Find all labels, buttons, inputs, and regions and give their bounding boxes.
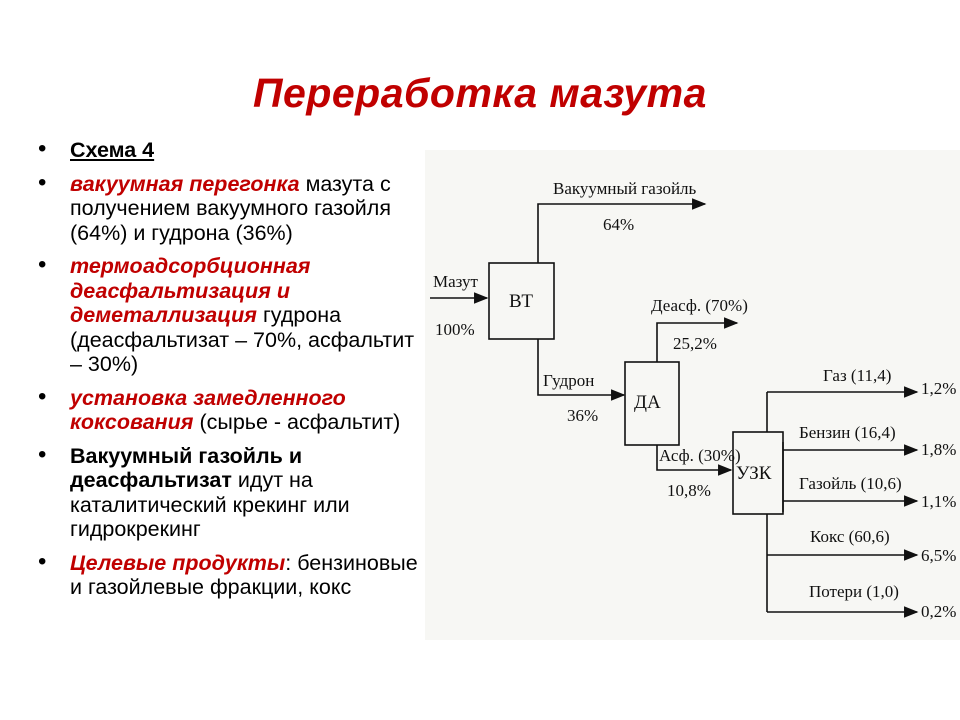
product-value: 1,1% <box>921 492 957 511</box>
product-label: Потери (1,0) <box>809 582 899 601</box>
bullet-item <box>38 168 428 246</box>
bullet-item <box>38 440 428 542</box>
bullet-text: идут на каталитический крекинг или гидрокрекинг <box>70 468 350 541</box>
product-value: 1,2% <box>921 379 957 398</box>
tar-label: Гудрон <box>543 371 595 390</box>
product-label: Кокс (60,6) <box>810 527 890 546</box>
bullet-emphasis: вакуумная перегонка <box>70 171 300 196</box>
product-label: Газойль (10,6) <box>799 474 902 493</box>
bullet-text: мазута с получением вакуумного газойля (64%) и гудрона (36%) <box>70 171 391 245</box>
uzk-unit-label: УЗК <box>736 463 772 484</box>
bullet-dot-icon: • <box>38 251 47 278</box>
asphaltite-value: 10,8% <box>667 481 711 500</box>
bullet-heading: Схема 4 <box>70 138 155 162</box>
asphaltite-label: Асф. (30%) <box>659 446 741 465</box>
deasphalt-label: Деасф. (70%) <box>651 296 748 315</box>
product-value: 1,8% <box>921 440 957 459</box>
product-value: 0,2% <box>921 602 957 621</box>
bullet-text: бензиновые и газойлевые фракции, кокс <box>70 550 418 599</box>
bullet-item <box>38 547 428 600</box>
bullet-item <box>38 251 428 377</box>
bullet-colon: : <box>285 550 292 575</box>
bullet-emphasis: Вакуумный газойль и деасфальтизат <box>70 443 303 492</box>
bullet-dot-icon: • <box>38 440 47 468</box>
bullet-dot-icon: • <box>38 382 47 410</box>
bullet-text: (сырье - асфальтит) <box>199 410 401 434</box>
da-unit-label: ДА <box>634 392 661 413</box>
bullet-dot-icon: • <box>38 168 47 196</box>
product-label: Бензин (16,4) <box>799 423 896 442</box>
deasphalt-value: 25,2% <box>673 334 717 353</box>
bullet-emphasis: термоадсорбционная деасфальтизация и деметаллизация <box>70 254 311 327</box>
tar-value: 36% <box>567 406 599 425</box>
process-scheme <box>425 150 960 640</box>
process-scheme-svg <box>425 150 960 640</box>
gasoil-value: 64% <box>603 215 635 234</box>
bullet-dot-icon: • <box>38 135 47 162</box>
bullet-dot-icon: • <box>38 547 47 575</box>
product-label: Газ (11,4) <box>823 366 892 385</box>
bullet-emphasis: установка замедленного коксования <box>70 385 346 434</box>
bullet-list <box>38 135 428 609</box>
bullet-text: гудрона (деасфальтизат – 70%, асфальтит – 30%) <box>70 303 415 376</box>
slide-title: Переработка мазута <box>253 70 707 116</box>
vt-unit-label: ВТ <box>509 291 534 312</box>
product-value: 6,5% <box>921 546 957 565</box>
bullet-emphasis: Целевые продукты <box>70 550 286 575</box>
bullet-item <box>38 382 428 435</box>
input-label: Мазут <box>433 272 478 291</box>
bullet-item <box>38 135 428 163</box>
input-value: 100% <box>435 320 475 339</box>
gasoil-label: Вакуумный газойль <box>553 179 697 198</box>
